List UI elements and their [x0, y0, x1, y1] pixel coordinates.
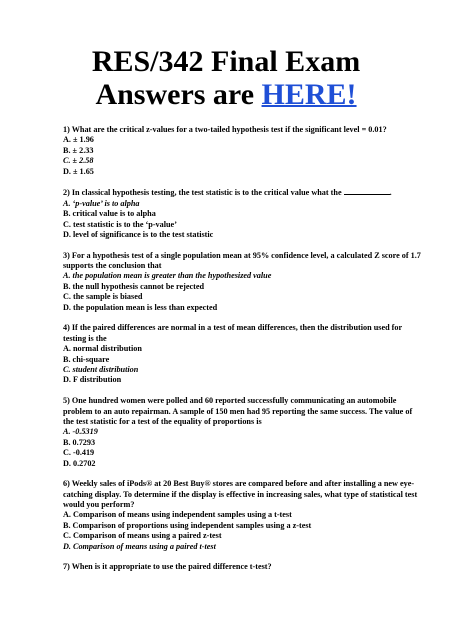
question-text: [63, 396, 425, 427]
answer-option: B. ± 2.33: [63, 145, 94, 155]
answer-option: C. Comparison of means using a paired z-test: [63, 531, 222, 541]
question-text: [63, 323, 425, 344]
question-stem: 7) When is it appropriate to use the paired difference t-test?: [63, 562, 272, 572]
answer-option: A. -0.5319: [63, 427, 98, 437]
question-4: [63, 323, 425, 385]
answer-option: C. ± 2.58: [63, 156, 94, 166]
question-6: [63, 479, 425, 552]
answer-option: A. normal distribution: [63, 344, 142, 354]
answer-blank: [344, 187, 392, 198]
question-1: [63, 125, 425, 177]
answer-option: D. F distribution: [63, 375, 122, 385]
question-text: [63, 251, 425, 272]
answer-option: C. -0.419: [63, 448, 95, 458]
answer-option: C. student distribution: [63, 365, 139, 375]
question-3: [63, 251, 425, 313]
question-text: [63, 562, 425, 572]
question-stem: 1) What are the critical z-values for a two-tailed hypothesis test if the significant level = 0.01?: [63, 125, 387, 134]
question-text: [63, 125, 425, 135]
question-2: [63, 187, 425, 240]
answer-option: B. the null hypothesis cannot be rejected: [63, 281, 205, 291]
answer-option: B. chi-square: [63, 354, 110, 364]
question-text: [63, 479, 425, 510]
question-stem: 2) In classical hypothesis testing, the test statistic is to the critical value what the: [63, 188, 342, 198]
question-list: [63, 125, 425, 583]
answer-option: C. test statistic is to the ‘p-value’: [63, 219, 177, 229]
question-stem: 5) One hundred women were polled and 60 reported successfully communicating an automobile problem to an auto repairman. A sample of 150 men had 95 reporting the same success. The value of the test statistic for a test of the equality of proportions is: [63, 396, 413, 426]
answer-option: A. Comparison of means using independent samples using a t-test: [63, 510, 292, 520]
page-subtitle: [0, 79, 452, 111]
answer-option: B. Comparison of proportions using independent samples using a z-test: [63, 520, 312, 530]
question-5: [63, 396, 425, 469]
question-stem: 3) For a hypothesis test of a single population mean at 95% confidence level, a calculated Z score of 1.7 supports the conclusion that: [63, 250, 421, 271]
answers-link[interactable]: HERE!: [261, 78, 357, 111]
answer-option: D. Comparison of means using a paired t-test: [63, 541, 216, 551]
answer-option: D. level of significance is to the test statistic: [63, 229, 214, 239]
question-stem: 4) If the paired differences are normal in a test of mean differences, then the distribution used for testing is the: [63, 323, 402, 343]
question-text: [63, 187, 425, 198]
subtitle-prefix: Answers are: [95, 78, 262, 111]
question-stem: 6) Weekly sales of iPods® at 20 Best Buy® stores are compared before and after installing a new eye-catching display. To determine if the display is effective in increasing sales, what type of statistical test would you perform?: [63, 479, 418, 510]
answer-option: D. ± 1.65: [63, 166, 94, 176]
blank-suffix: .: [389, 188, 392, 198]
answer-option: B. 0.7293: [63, 437, 96, 447]
page-title: RES/342 Final Exam: [91, 45, 361, 78]
answer-option: C. the sample is biased: [63, 292, 143, 302]
question-7: [63, 562, 425, 572]
answer-option: A. ± 1.96: [63, 135, 94, 145]
answer-option: A. ‘p-value’ is to alpha: [63, 198, 140, 208]
answer-option: B. critical value is to alpha: [63, 209, 156, 219]
answer-option: A. the population mean is greater than the hypothesized value: [63, 271, 272, 281]
answer-option: D. the population mean is less than expected: [63, 302, 218, 312]
answer-option: D. 0.2702: [63, 458, 96, 468]
